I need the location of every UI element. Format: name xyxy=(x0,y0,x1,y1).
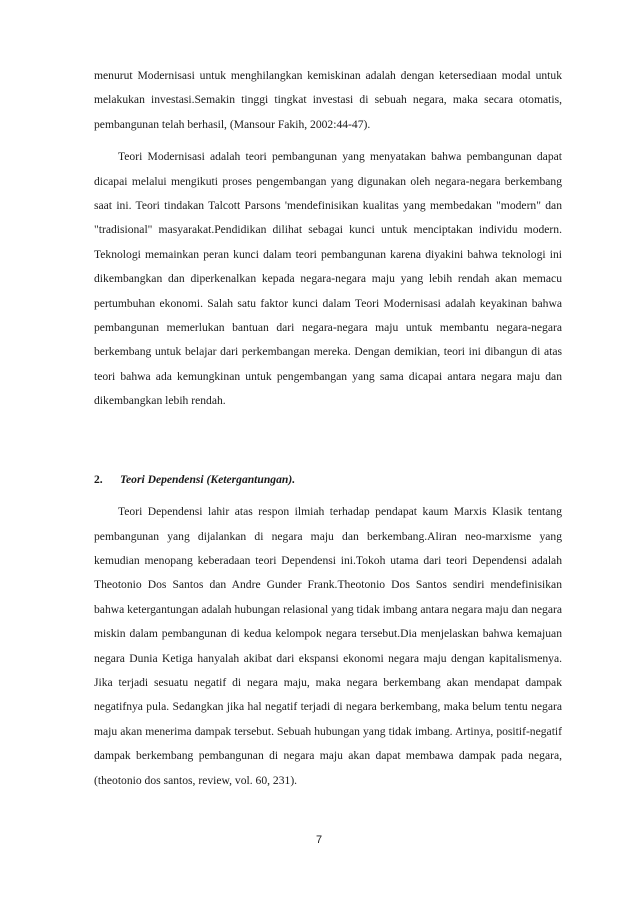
section-heading xyxy=(94,468,562,492)
paragraph-teori-modernisasi: Teori Modernisasi adalah teori pembangunan yang menyatakan bahwa pembangunan dapat dicapai melalui mengikuti proses pengembangan yang digunakan oleh negara-negara berkembang saat ini. Teori tindakan Talcott Parsons 'mendefinisikan kualitas yang membedakan "modern" dan "tradisional" masyarakat.Pendidikan dilihat sebagai kunci untuk menciptakan individu modern. Teknologi memainkan peran kunci dalam teori pembangunan karena diyakini bahwa teknologi ini dikembangkan dan diperkenalkan kepada negara-negara maju yang lebih rendah akan memacu pertumbuhan ekonomi. Salah satu faktor kunci dalam Teori Modernisasi adalah keyakinan bahwa pembangunan memerlukan bantuan dari negara-negara maju untuk membantu negara-negara berkembang untuk belajar dari perkembangan mereka. Dengan demikian, teori ini dibangun di atas teori bahwa ada kemungkinan untuk pengembangan yang sama dicapai antara negara maju dan dikembangkan lebih rendah. xyxy=(94,150,562,408)
section-title: Teori Dependensi (Ketergantungan). xyxy=(120,472,296,486)
document-page xyxy=(94,64,562,793)
paragraph-teori-dependensi: Teori Dependensi lahir atas respon ilmiah terhadap pendapat kaum Marxis Klasik tentang pembangunan yang dijalankan di negara maju dan berkembang.Aliran neo-marxisme yang kemudian menopang keberadaan teori Dependensi ini.Tokoh utama dari teori Dependensi adalah Theotonio Dos Santos dan Andre Gunder Frank.Theotonio Dos Santos sendiri mendefinisikan bahwa ketergantungan adalah hubungan relasional yang tidak imbang antara negara maju dan negara miskin dalam pembangunan di kedua kelompok negara tersebut.Dia menjelaskan bahwa kemajuan negara Dunia Ketiga hanyalah akibat dari ekspansi ekonomi negara maju dengan kapitalismenya. Jika terjadi sesuatu negatif di negara maju, maka negara berkembang akan mendapat dampak negatifnya pula. Sedangkan jika hal negatif terjadi di negara berkembang, maka belum tentu negara maju akan menerima dampak tersebut. Sebuah hubungan yang tidak imbang. Artinya, positif-negatif dampak berkembang pembangunan di negara maju akan dapat membawa dampak pada negara, (theotonio dos santos, review, vol. 60, 231). xyxy=(94,505,562,787)
page-number: 7 xyxy=(315,834,323,846)
paragraph-modernisasi-investasi: menurut Modernisasi untuk menghilangkan kemiskinan adalah dengan ketersediaan modal untuk melakukan investasi.Semakin tinggi tingkat investasi di sebuah negara, maka secara otomatis, pembangunan telah berhasil, (Mansour Fakih, 2002:44-47). xyxy=(94,69,562,131)
section-number: 2. xyxy=(94,472,103,486)
